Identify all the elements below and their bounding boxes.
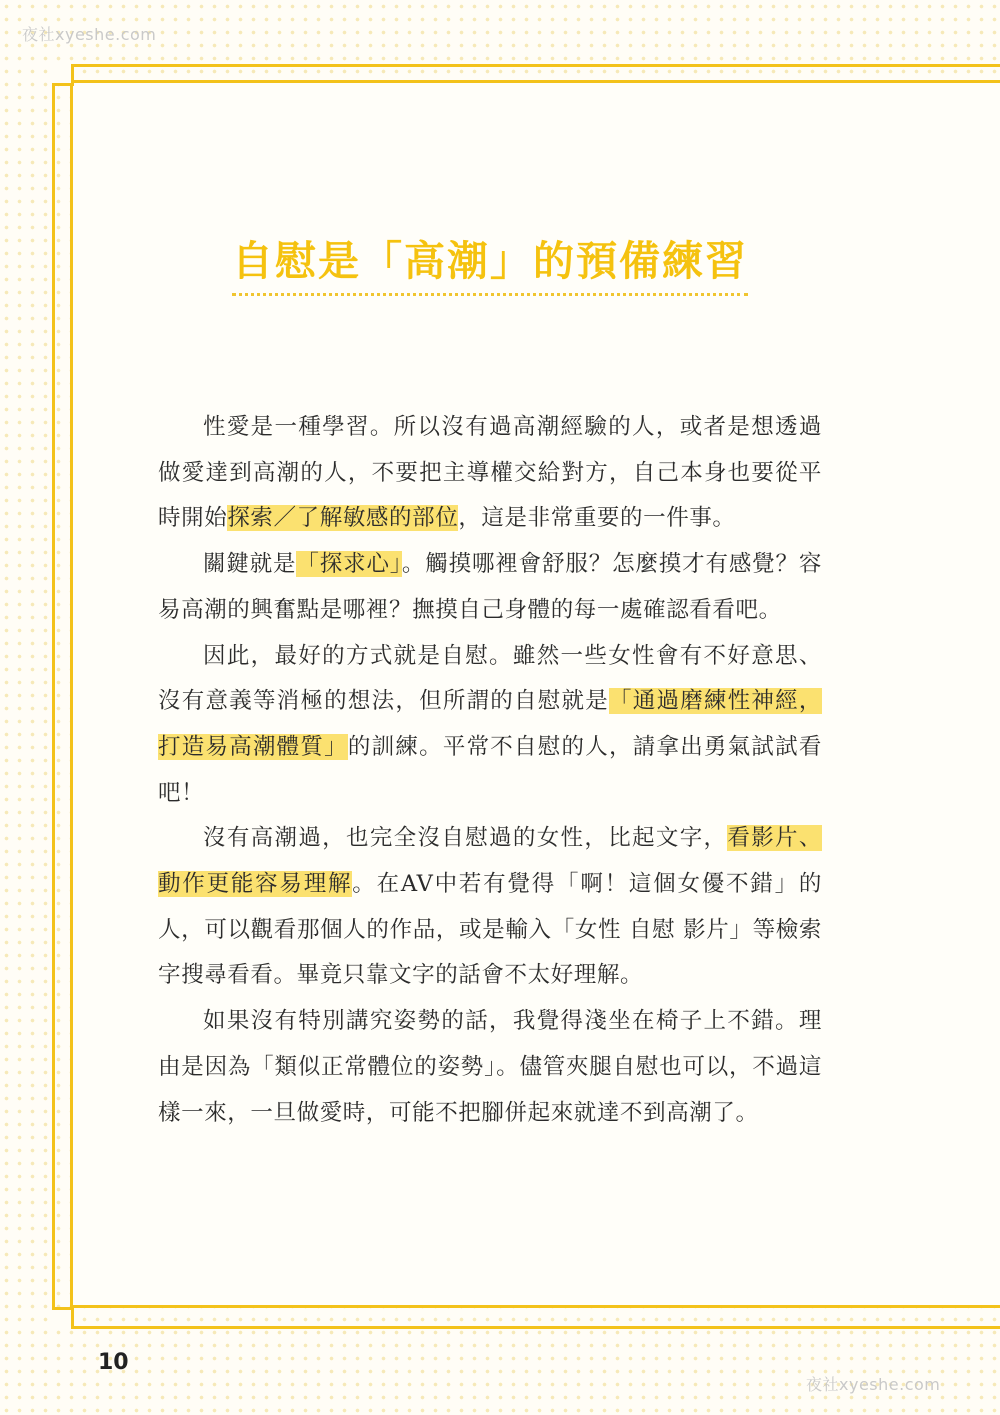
paragraph [158, 816, 822, 999]
highlighted-text: 看影片、動作更能容易理解 [158, 825, 822, 898]
article-body [158, 405, 822, 1136]
highlighted-text: 「通過磨練性神經，打造易高潮體質」 [158, 688, 822, 760]
frame-corner [52, 1307, 74, 1329]
page-title-container [0, 228, 980, 296]
page-title: 自慰是「高潮」的預備練習 [232, 228, 748, 296]
paragraph [158, 405, 822, 542]
watermark: 夜社xyeshe.com [806, 1375, 941, 1394]
highlighted-text: 探索／了解敏感的部位 [227, 505, 459, 532]
frame-corner [52, 64, 74, 86]
text-segment: ，這是非常重要的一件事。 [458, 505, 736, 532]
text-segment: 性愛是一種學習。所以沒有過高潮經驗的人，或者是想透過做愛達到高潮的人，不要把主導權交給對方，自己本身也要從平時開始 [158, 414, 822, 532]
paragraph [158, 634, 822, 817]
text-segment: 。觸摸哪裡會舒服？怎麼摸才有感覺？容易高潮的興奮點是哪裡？撫摸自己身體的每一處確認看看吧。 [158, 551, 822, 623]
text-segment: 。在AV中若有覺得「啊！這個女優不錯」的人，可以觀看那個人的作品，或是輸入「女性 自慰 影片」等檢索字搜尋看看。畢竟只靠文字的話會不太好理解。 [158, 871, 822, 989]
text-segment: 關鍵就是 [203, 551, 297, 578]
page-number: 10 [98, 1350, 129, 1375]
text-segment: 如果沒有特別講究姿勢的話，我覺得淺坐在椅子上不錯。理由是因為「類似正常體位的姿勢」。儘管夾腿自慰也可以，不過這樣一來，一旦做愛時，可能不把腳併起來就達不到高潮了。 [158, 1008, 822, 1126]
text-segment: 沒有高潮過，也完全沒自慰過的女性，比起文字， [203, 825, 728, 852]
text-segment: 的訓練。平常不自慰的人，請拿出勇氣試試看吧！ [158, 733, 822, 806]
watermark: 夜社xyeshe.com [22, 25, 157, 44]
highlighted-text: 「探求心」 [296, 551, 402, 578]
paragraph [158, 999, 822, 1136]
text-segment: 因此，最好的方式就是自慰。雖然一些女性會有不好意思、沒有意義等消極的想法，但所謂的自慰就是 [158, 642, 822, 715]
paragraph [158, 542, 822, 633]
